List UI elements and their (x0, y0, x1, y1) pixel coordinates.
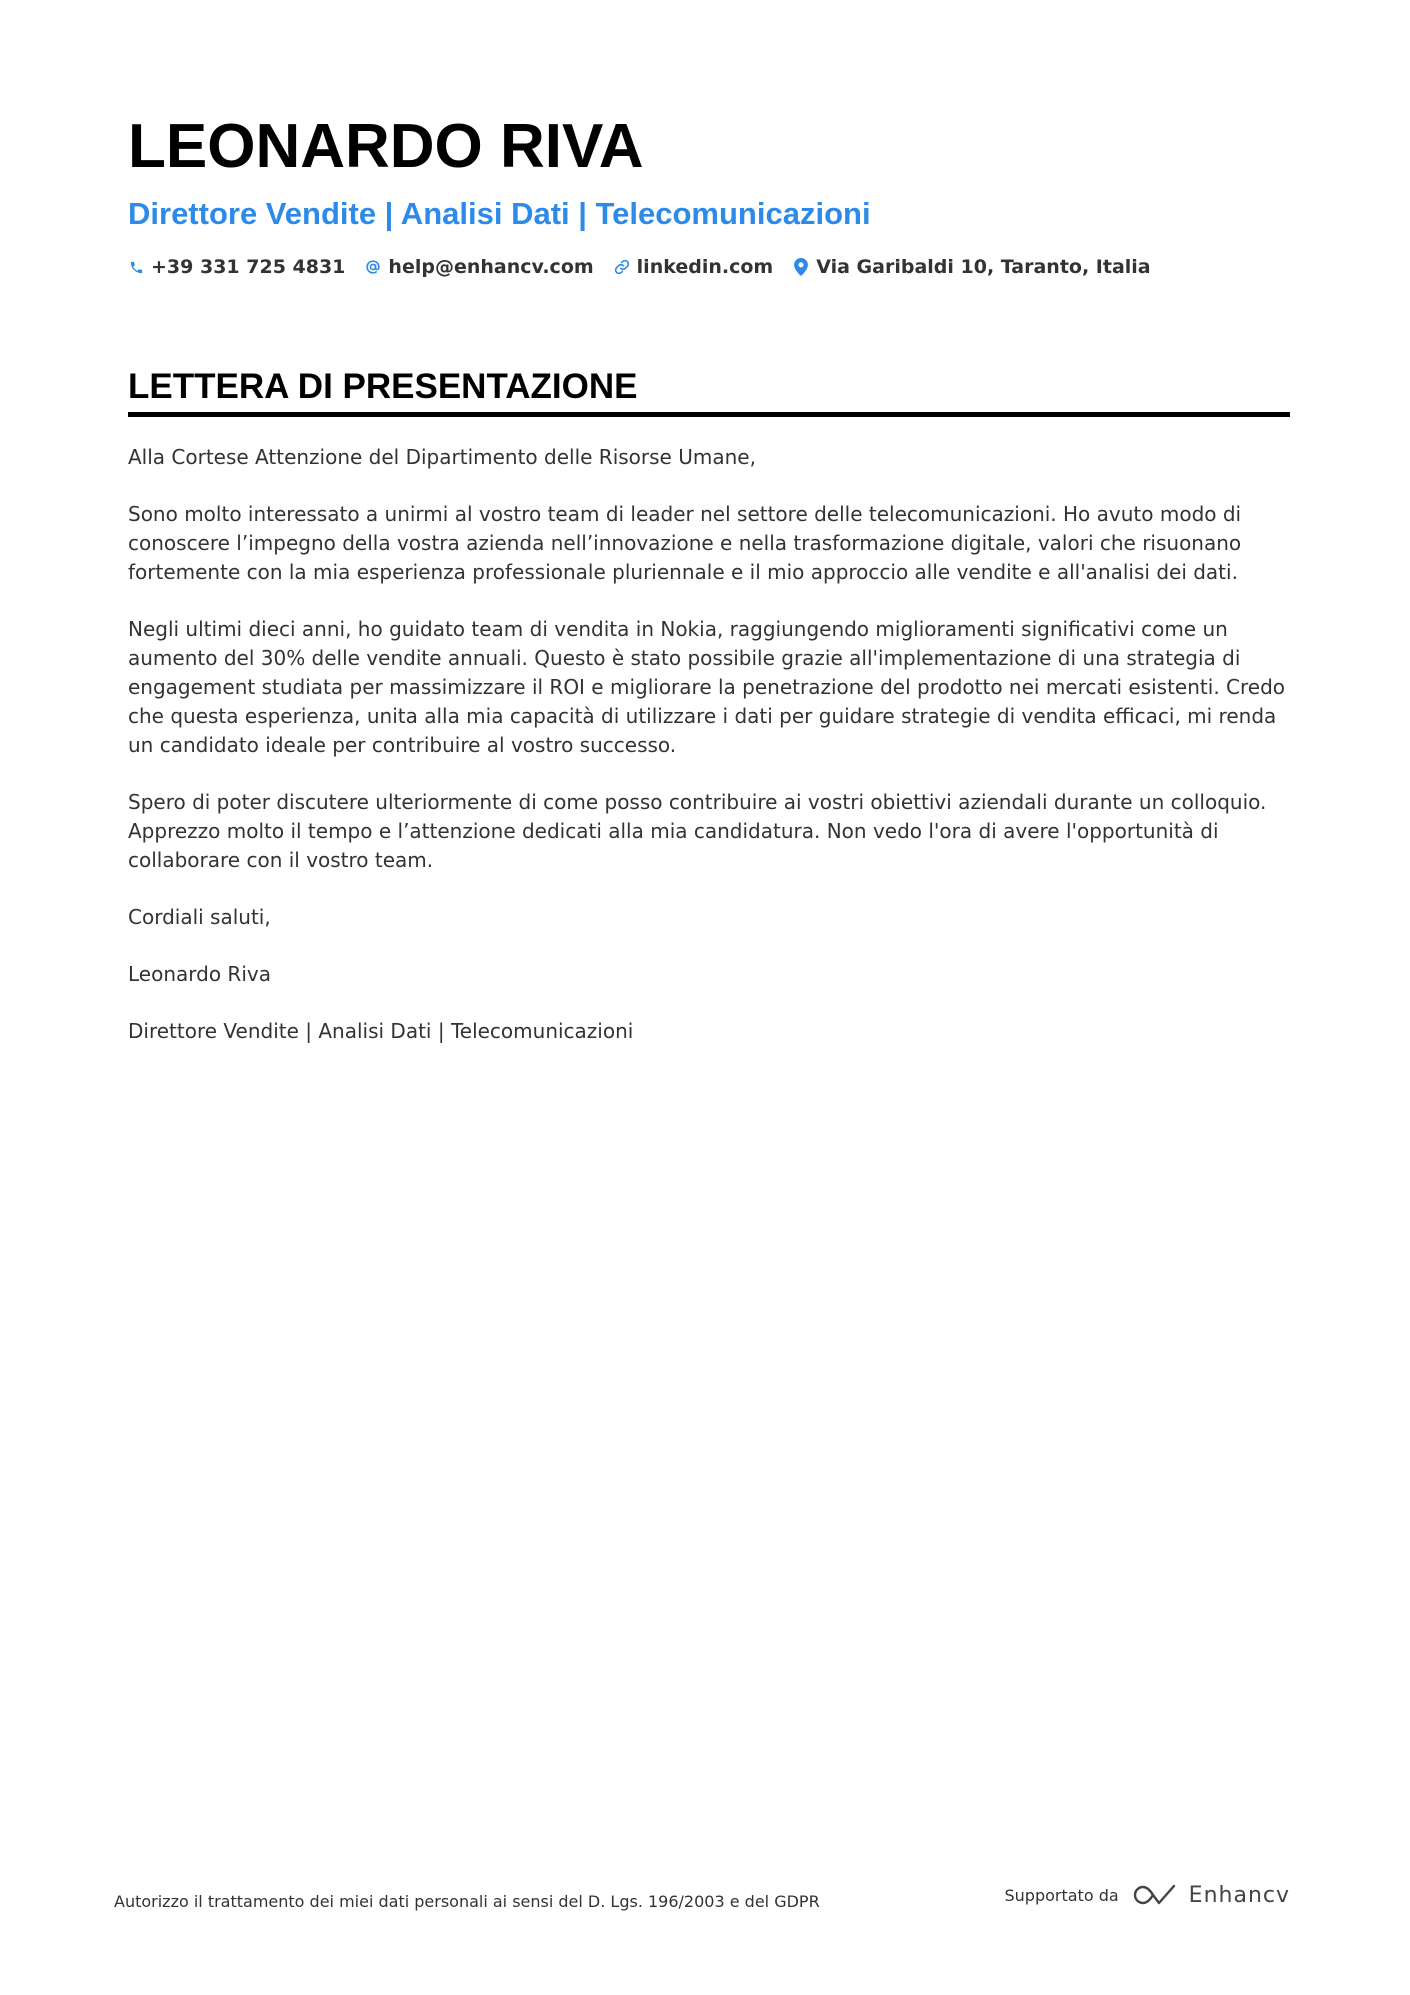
link-text: linkedin.com (636, 256, 774, 278)
powered-by-label: Supportato da (1004, 1885, 1119, 1905)
phone-icon (128, 258, 144, 276)
letter-paragraph-2: Negli ultimi dieci anni, ho guidato team di vendita in Nokia, raggiungendo miglioramenti significativi come un aumento del 30% delle vendite annuali. Questo è stato possibile grazie all'implementazione di una strategia di engagement studiata per massimizzare il ROI e migliorare la penetrazione del prodotto nei mercati esistenti. Credo che questa esperienza, unita alla mia capacità di utilizzare i dati per guidare strategie di vendita efficaci, mi renda un candidato ideale per contribuire al vostro successo. (128, 617, 1286, 757)
email-text: help@enhancv.com (388, 256, 594, 278)
at-icon (365, 258, 381, 276)
link-icon (614, 258, 630, 276)
privacy-consent: Autorizzo il trattamento dei miei dati personali ai sensi del D. Lgs. 196/2003 e del GDPR (114, 1892, 820, 1911)
letter-paragraph-3: Spero di poter discutere ulteriormente di come posso contribuire ai vostri obiettivi aziendali durante un colloquio. Apprezzo molto il tempo e l’attenzione dedicati alla mia candidatura. Non vedo l'ora di avere l'opportunità di collaborare con il vostro team. (128, 790, 1267, 872)
contact-address (793, 256, 1150, 278)
phone-text: +39 331 725 4831 (151, 256, 346, 278)
contact-email[interactable] (365, 256, 593, 278)
contact-bar (128, 256, 1288, 278)
enhancv-logo-icon (1131, 1882, 1179, 1908)
letter-closing: Cordiali saluti, (128, 905, 271, 929)
letter-body (128, 443, 1290, 1046)
section-title: LETTERA DI PRESENTAZIONE (128, 364, 1290, 417)
candidate-name: LEONARDO RIVA (128, 112, 644, 181)
powered-by[interactable] (1005, 1882, 1291, 1908)
letter-paragraph-1: Sono molto interessato a unirmi al vostro team di leader nel settore delle telecomunicazioni. Ho avuto modo di conoscere l’impegno della vostra azienda nell’innovazione e nella trasformazione digitale, valori che risuonano fortemente con la mia esperienza professionale pluriennale e il mio approccio alle vendite e all'analisi dei dati. (128, 502, 1242, 584)
cover-letter-section (128, 364, 1290, 1074)
candidate-title: Direttore Vendite | Analisi Dati | Telecomunicazioni (128, 196, 871, 231)
address-text: Via Garibaldi 10, Taranto, Italia (816, 256, 1151, 278)
contact-phone (128, 256, 345, 278)
location-pin-icon (793, 258, 809, 276)
contact-link[interactable] (614, 256, 774, 278)
signature-name: Leonardo Riva (128, 962, 271, 986)
brand-name: Enhancv (1188, 1882, 1290, 1908)
header (128, 108, 1288, 278)
signature-title: Direttore Vendite | Analisi Dati | Telecomunicazioni (128, 1019, 634, 1043)
letter-greeting: Alla Cortese Attenzione del Dipartimento delle Risorse Umane, (128, 445, 756, 469)
